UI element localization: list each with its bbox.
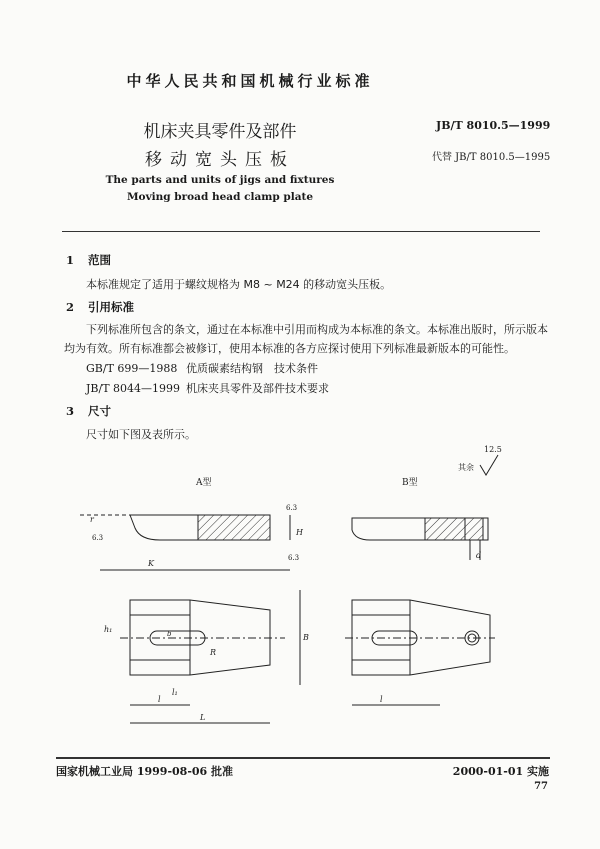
dim-d: d [476,551,482,560]
section-1-heading [66,252,111,268]
section-2-body-line1: 下列标准所包含的条文，通过在本标准中引用而构成为本标准的条文。本标准出版时，所示版本 [86,323,548,336]
reference-code: GB/T 699—1988 [86,362,178,375]
dim-b: b [167,630,172,638]
section-number: 1 [66,253,75,267]
dim-l1: l₁ [172,688,178,697]
type-a-side-view [80,515,290,570]
type-b-label: B型 [402,478,418,488]
dim-l: l [158,695,161,704]
section-number: 3 [66,404,75,418]
type-b-side-view [352,518,488,560]
section-2-heading [66,299,134,315]
national-standard-header: 中华人民共和国机械行业标准 [126,72,374,90]
roughness-symbol [480,455,498,475]
type-b-top-view [345,600,495,705]
dim-L: L [200,713,206,722]
replaces-standard: 代替 JB/T 8010.5—1995 [432,152,551,163]
roughness-rest-value: 12.5 [484,445,502,454]
reference-name: 机床夹具零件及部件技术要求 [186,382,329,395]
header-divider [62,231,540,232]
dim-B: B [303,633,309,642]
roughness-value: 6.3 [92,534,104,542]
effective-date: 2000-01-01 实施 [452,765,549,778]
type-a-label: A型 [196,478,212,488]
section-number: 2 [66,300,75,314]
reference-code: JB/T 8044—1999 [86,382,181,395]
dim-H: H [296,528,303,537]
issuer: 国家机械工业局 1999-08-06 批准 [56,765,234,778]
dim-R: R [210,648,217,657]
standard-number: JB/T 8010.5—1999 [436,119,551,132]
roughness-value: 6.3 [286,504,298,512]
reference-item [86,360,318,376]
section-title: 范围 [88,253,112,267]
section-1-body: 本标准规定了适用于螺纹规格为 M8 ~ M24 的移动宽头压板。 [86,278,392,291]
section-3-body: 尺寸如下图及表所示。 [86,428,196,441]
section-3-heading [66,403,111,419]
title-cn-line2: 移动宽头压板 [145,150,295,170]
dim-K: K [148,559,154,568]
reference-item [86,380,329,396]
section-title: 引用标准 [88,300,135,314]
section-title: 尺寸 [88,404,112,418]
dim-r: r [90,515,94,524]
dim-h1: h₁ [104,625,113,634]
footer-divider [56,757,550,759]
roughness-value: 6.3 [288,554,300,562]
section-2-body-line2: 均为有效。所有标准都会被修订，使用本标准的各方应探讨使用下列标准最新版本的可能性。 [64,342,515,355]
reference-name: 优质碳素结构钢 技术条件 [186,362,318,375]
title-en-line1: The parts and units of jigs and fixtures [105,174,335,186]
rest-label: 其余 [458,463,474,472]
dim-l: l [380,695,383,704]
technical-drawing [0,440,600,740]
title-cn-line1: 机床夹具零件及部件 [143,122,297,142]
page-number: 77 [534,781,548,792]
title-en-line2: Moving broad head clamp plate [126,191,314,203]
